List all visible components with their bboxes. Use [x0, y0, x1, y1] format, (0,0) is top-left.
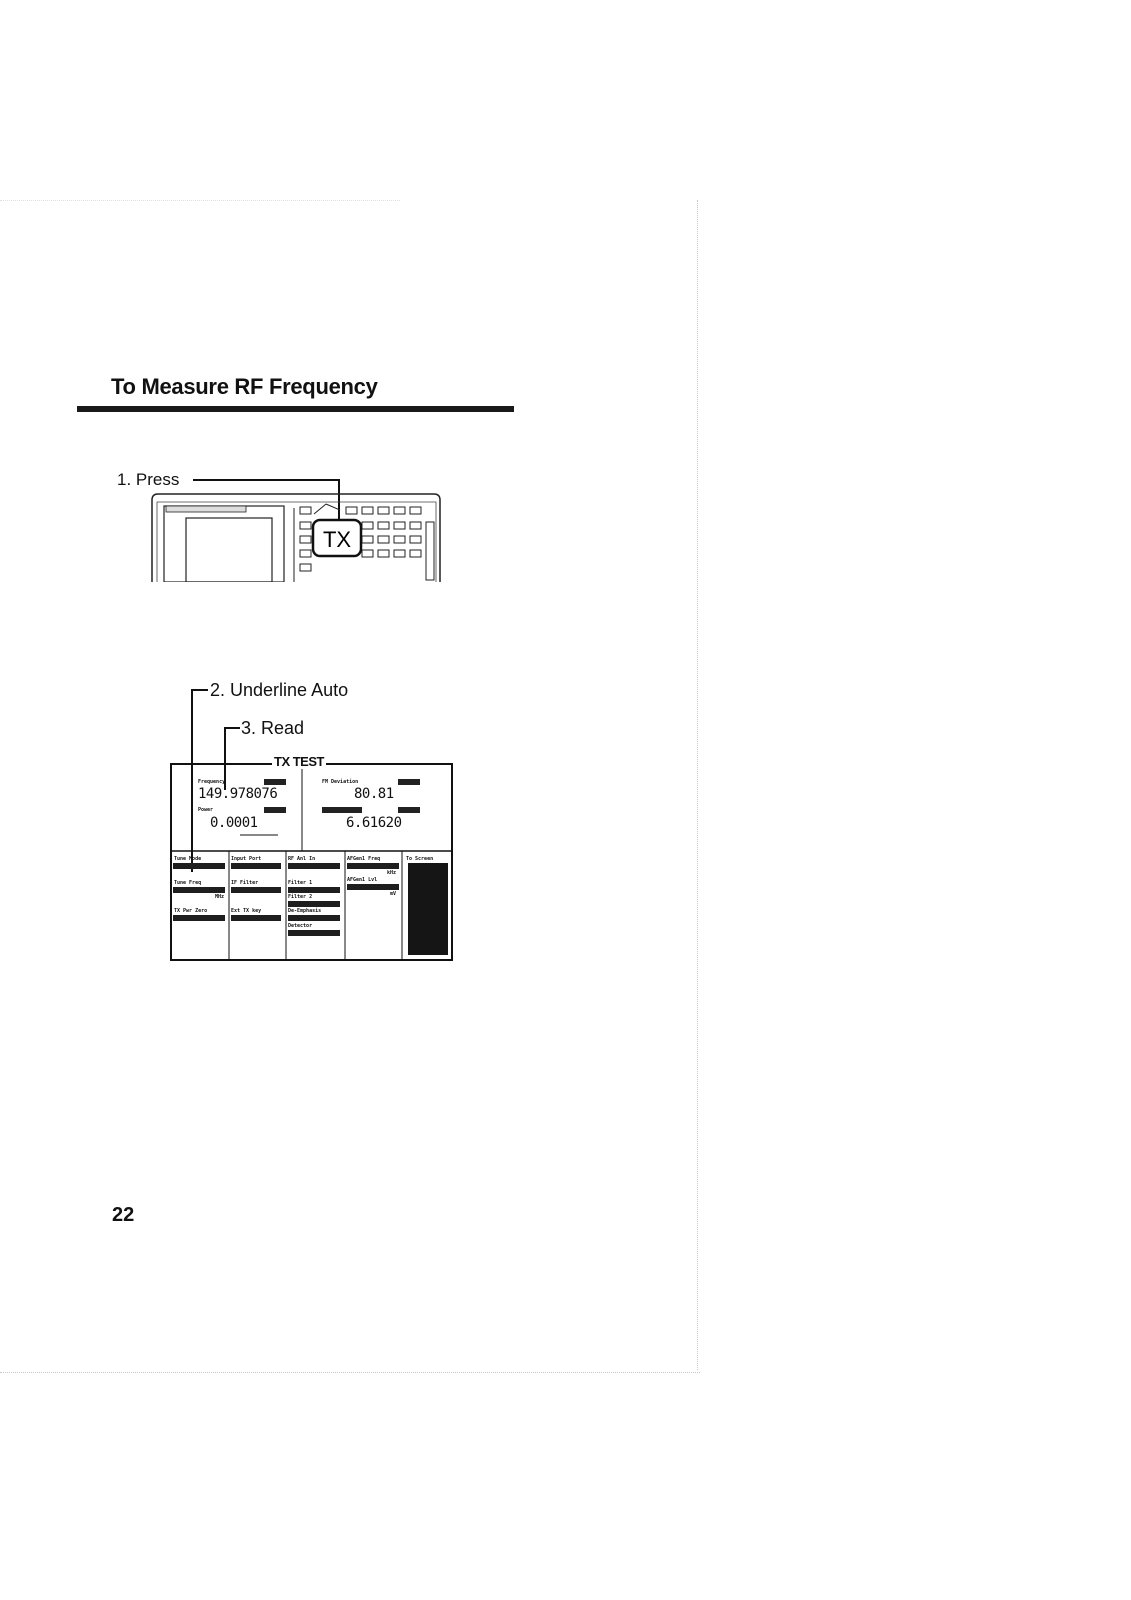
- tx-pwr-zero-value-bar: [173, 915, 225, 921]
- to-screen-label: To Screen: [406, 856, 434, 862]
- filter-1-label: Filter 1: [288, 880, 313, 886]
- instrument-front-panel: [150, 492, 442, 582]
- title-rule: [77, 406, 514, 412]
- rf-anl-in-value-bar: [288, 863, 340, 869]
- step-3-label: 3. Read: [241, 718, 305, 738]
- measurement-unit-tag: [398, 807, 420, 813]
- fm-deviation-label: FM Deviation: [322, 779, 359, 785]
- afgen1-lvl-value-bar: [347, 884, 399, 890]
- de-emphasis-label: De-Emphasis: [288, 908, 322, 914]
- filter-2-label: Filter 2: [288, 894, 313, 900]
- fm-deviation-value: 80.81: [354, 786, 394, 802]
- power-label: Power: [198, 807, 214, 813]
- ext-tx-key-value-bar: [231, 915, 281, 921]
- if-filter-label: IF Filter: [231, 880, 259, 886]
- afgen1-freq-unit: kHz: [387, 870, 397, 876]
- rf-anl-in-label: RF Anl In: [288, 856, 316, 862]
- afgen1-freq-value-bar: [347, 863, 399, 869]
- afgen1-lvl-unit: mV: [390, 891, 397, 897]
- afgen1-lvl-label: AFGen1 Lvl: [347, 877, 378, 883]
- page-edge-top: [0, 200, 400, 201]
- ext-tx-key-label: Ext TX key: [231, 908, 262, 914]
- tune-mode-label: Tune Mode: [174, 856, 202, 862]
- detector-label: Detector: [288, 923, 313, 929]
- power-value: 0.0001: [210, 815, 258, 831]
- filter-1-value-bar: [288, 887, 340, 893]
- bottom-right-value: 6.61620: [346, 815, 402, 831]
- step-2-label: 2. Underline Auto: [210, 680, 349, 700]
- if-filter-value-bar: [231, 887, 281, 893]
- afgen1-freq-label: AFGen1 Freq: [347, 856, 381, 862]
- page-edge-bottom: [0, 1372, 700, 1373]
- section-title: To Measure RF Frequency: [111, 374, 378, 399]
- tune-freq-value-bar: [173, 887, 225, 893]
- de-emphasis-value-bar: [288, 915, 340, 921]
- detector-value-bar: [288, 930, 340, 936]
- frequency-unit-tag: [264, 779, 286, 785]
- tx-test-screen: [170, 754, 454, 961]
- screen-title: TX TEST: [274, 754, 324, 769]
- fm-deviation-unit-tag: [398, 779, 420, 785]
- power-unit-tag: [264, 807, 286, 813]
- input-port-label: Input Port: [231, 856, 262, 862]
- step-1-label: 1. Press: [117, 470, 180, 489]
- tx-pwr-zero-label: TX Pwr Zero: [174, 908, 208, 914]
- filter-2-value-bar: [288, 901, 340, 907]
- measurement-select-tag: [322, 807, 362, 813]
- page-number: 22: [112, 1204, 135, 1226]
- tune-freq-unit: MHz: [215, 894, 225, 900]
- frequency-value: 149.978076: [198, 786, 278, 802]
- page-edge-right: [697, 200, 698, 1370]
- tx-key-label: TX: [322, 527, 352, 552]
- tune-freq-label: Tune Freq: [174, 880, 202, 886]
- frequency-label: Frequency: [198, 779, 226, 785]
- tune-mode-value-bar: [173, 863, 225, 869]
- input-port-value-bar: [231, 863, 281, 869]
